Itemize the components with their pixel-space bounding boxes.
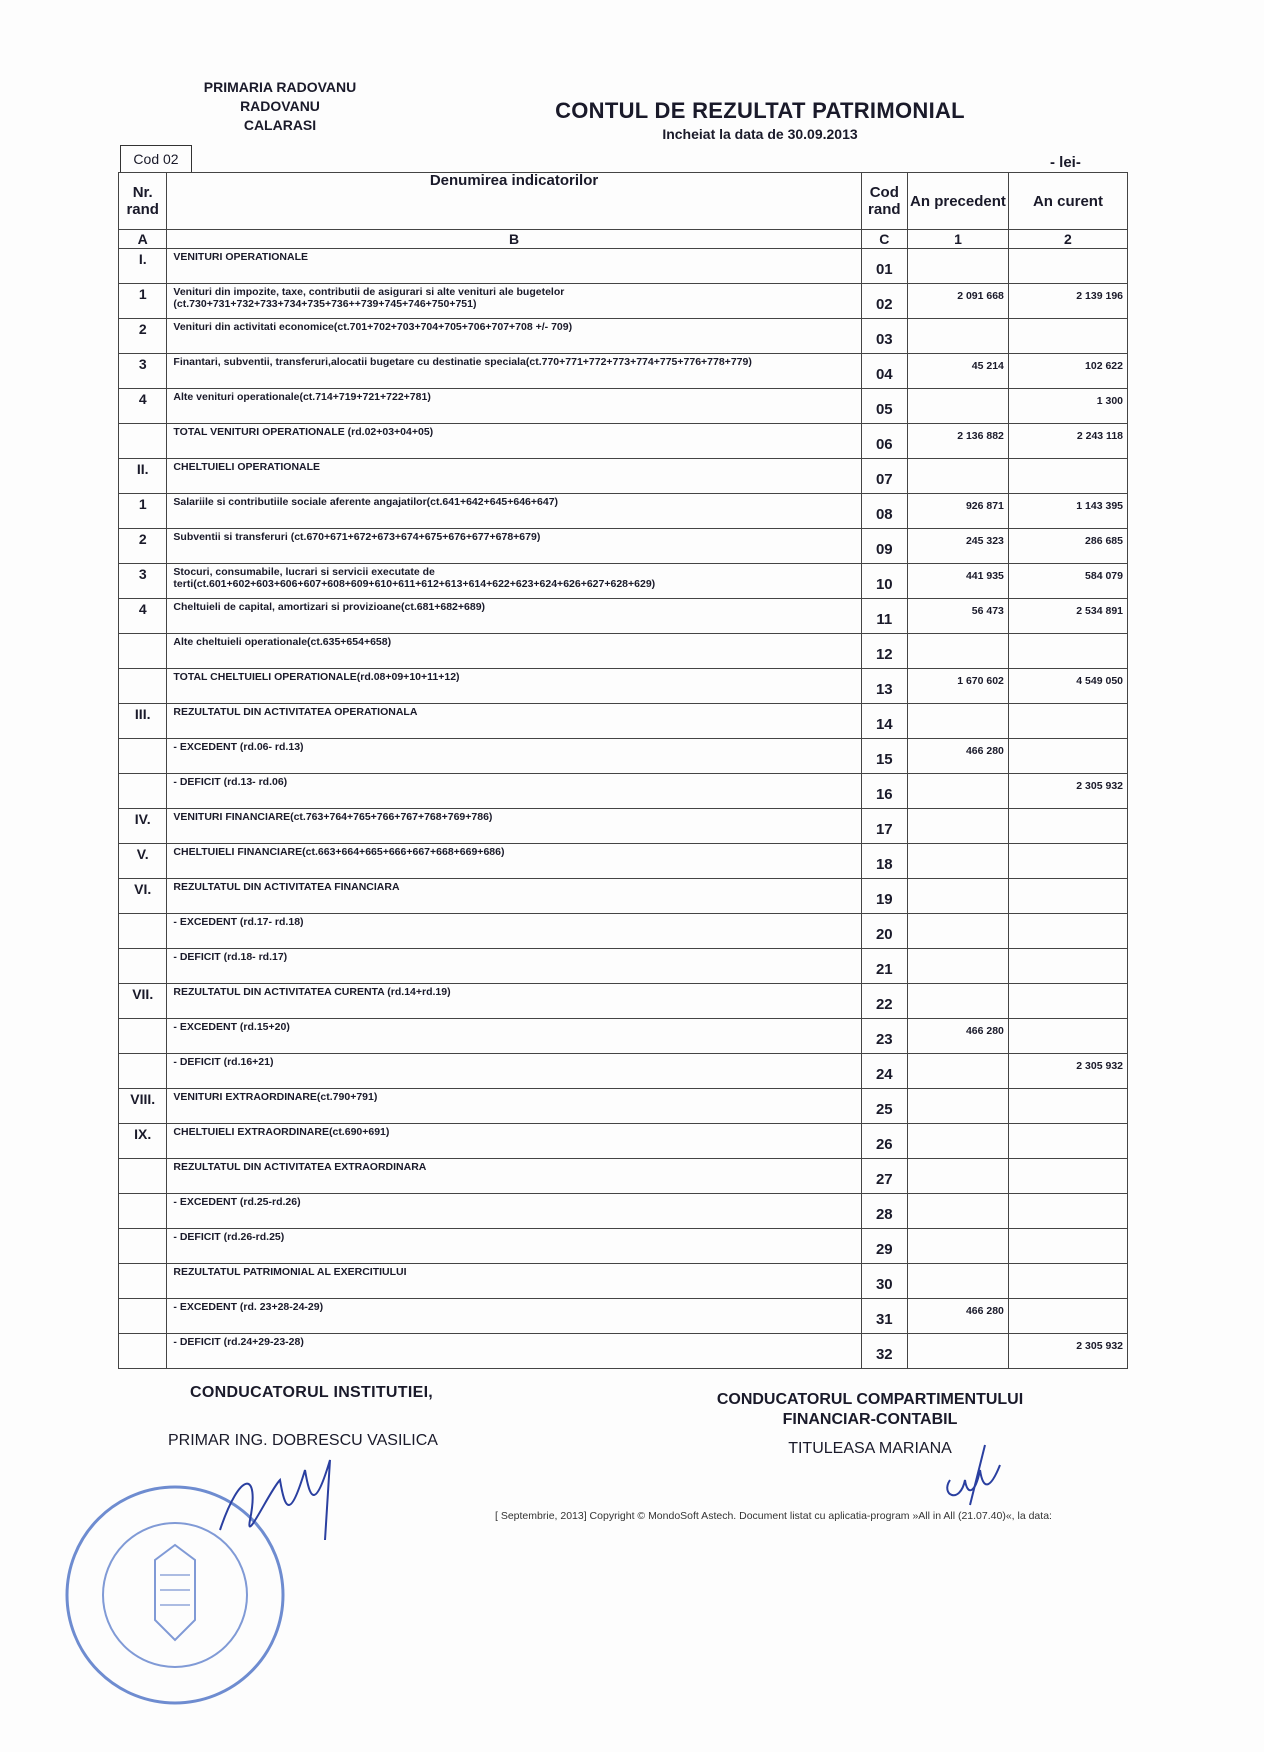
value-current-year xyxy=(1008,1229,1127,1264)
row-description: REZULTATUL DIN ACTIVITATEA CURENTA (rd.14+rd.19) xyxy=(167,984,861,1019)
row-number: I. xyxy=(119,249,167,284)
row-number xyxy=(119,1299,167,1334)
value-previous-year: 245 323 xyxy=(908,529,1009,564)
table-row xyxy=(119,1334,1128,1369)
table-row xyxy=(119,459,1128,494)
table-row xyxy=(119,1194,1128,1229)
row-number xyxy=(119,739,167,774)
value-previous-year xyxy=(908,1264,1009,1299)
row-description: REZULTATUL DIN ACTIVITATEA OPERATIONALA xyxy=(167,704,861,739)
row-code: 08 xyxy=(861,494,907,529)
table-row xyxy=(119,1229,1128,1264)
table-row xyxy=(119,529,1128,564)
table-row xyxy=(119,844,1128,879)
row-code: 03 xyxy=(861,319,907,354)
header-an-precedent: An precedent xyxy=(908,173,1009,230)
row-code: 24 xyxy=(861,1054,907,1089)
row-description: TOTAL VENITURI OPERATIONALE (rd.02+03+04+05) xyxy=(167,424,861,459)
row-description: - EXCEDENT (rd.15+20) xyxy=(167,1019,861,1054)
result-statement-table xyxy=(118,172,1128,1369)
table-row xyxy=(119,599,1128,634)
row-description: - EXCEDENT (rd.17- rd.18) xyxy=(167,914,861,949)
value-current-year xyxy=(1008,1124,1127,1159)
copyright-footer: [ Septembrie, 2013] Copyright © MondoSoft Astech. Document listat cu aplicatia-program »All in All (21.07.40)«, la data: xyxy=(495,1510,1052,1522)
value-current-year xyxy=(1008,1194,1127,1229)
institution-line-3: CALARASI xyxy=(243,117,317,133)
table-row xyxy=(119,319,1128,354)
value-current-year: 2 243 118 xyxy=(1008,424,1127,459)
value-previous-year: 466 280 xyxy=(908,1019,1009,1054)
row-code: 26 xyxy=(861,1124,907,1159)
row-description: Finantari, subventii, transferuri,alocatii bugetare cu destinatie speciala(ct.770+771+772+773+774+775+776+778+779) xyxy=(167,354,861,389)
column-label-row xyxy=(119,230,1128,249)
header-an-curent: An curent xyxy=(1008,173,1127,230)
table-row xyxy=(119,739,1128,774)
finance-head-title-line-2: FINANCIAR-CONTABIL xyxy=(782,1411,958,1428)
value-current-year xyxy=(1008,634,1127,669)
value-previous-year: 926 871 xyxy=(908,494,1009,529)
row-number xyxy=(119,1229,167,1264)
value-previous-year xyxy=(908,1334,1009,1369)
row-description: VENITURI OPERATIONALE xyxy=(167,249,861,284)
row-code: 14 xyxy=(861,704,907,739)
row-description: REZULTATUL DIN ACTIVITATEA FINANCIARA xyxy=(167,879,861,914)
value-current-year xyxy=(1008,739,1127,774)
row-number: III. xyxy=(119,704,167,739)
value-previous-year xyxy=(908,634,1009,669)
row-description: REZULTATUL PATRIMONIAL AL EXERCITIULUI xyxy=(167,1264,861,1299)
row-code: 28 xyxy=(861,1194,907,1229)
value-current-year: 102 622 xyxy=(1008,354,1127,389)
row-number: 3 xyxy=(119,564,167,599)
col-label-1: 1 xyxy=(908,230,1009,249)
value-previous-year: 466 280 xyxy=(908,739,1009,774)
table-row xyxy=(119,704,1128,739)
row-number: 2 xyxy=(119,319,167,354)
row-code: 15 xyxy=(861,739,907,774)
value-previous-year xyxy=(908,459,1009,494)
row-description: Salariile si contributiile sociale aferente angajatilor(ct.641+642+645+646+647) xyxy=(167,494,861,529)
table-row xyxy=(119,669,1128,704)
row-description: - DEFICIT (rd.26-rd.25) xyxy=(167,1229,861,1264)
row-description: Alte cheltuieli operationale(ct.635+654+658) xyxy=(167,634,861,669)
header-denumire: Denumirea indicatorilor xyxy=(167,173,861,230)
row-description: - EXCEDENT (rd.25-rd.26) xyxy=(167,1194,861,1229)
institution-line-2: RADOVANU xyxy=(240,98,320,114)
table-row xyxy=(119,1054,1128,1089)
value-previous-year xyxy=(908,879,1009,914)
row-number: IV. xyxy=(119,809,167,844)
header-cod: Cod rand xyxy=(861,173,907,230)
value-current-year xyxy=(1008,1019,1127,1054)
row-code: 27 xyxy=(861,1159,907,1194)
row-code: 11 xyxy=(861,599,907,634)
row-description: - DEFICIT (rd.13- rd.06) xyxy=(167,774,861,809)
table-row xyxy=(119,1264,1128,1299)
row-code: 07 xyxy=(861,459,907,494)
value-current-year: 2 139 196 xyxy=(1008,284,1127,319)
row-code: 06 xyxy=(861,424,907,459)
row-description: - EXCEDENT (rd. 23+28-24-29) xyxy=(167,1299,861,1334)
row-description: CHELTUIELI EXTRAORDINARE(ct.690+691) xyxy=(167,1124,861,1159)
row-description: VENITURI EXTRAORDINARE(ct.790+791) xyxy=(167,1089,861,1124)
col-label-c: C xyxy=(861,230,907,249)
currency-unit: - lei- xyxy=(1050,154,1081,171)
table-row xyxy=(119,1299,1128,1334)
table-row xyxy=(119,424,1128,459)
value-previous-year xyxy=(908,1194,1009,1229)
table-row xyxy=(119,949,1128,984)
value-current-year xyxy=(1008,879,1127,914)
row-code: 32 xyxy=(861,1334,907,1369)
value-current-year: 4 549 050 xyxy=(1008,669,1127,704)
row-description: Alte venituri operationale(ct.714+719+721+722+781) xyxy=(167,389,861,424)
value-previous-year xyxy=(908,1124,1009,1159)
institution-head-title: CONDUCATORUL INSTITUTIEI, xyxy=(190,1384,434,1401)
value-current-year xyxy=(1008,459,1127,494)
row-number xyxy=(119,1334,167,1369)
value-current-year xyxy=(1008,1159,1127,1194)
value-previous-year: 45 214 xyxy=(908,354,1009,389)
row-code: 17 xyxy=(861,809,907,844)
row-code: 23 xyxy=(861,1019,907,1054)
row-description: Venituri din impozite, taxe, contributii de asigurari si alte venituri ale bugetelor (ct.730+731+732+733+734+735+736++739+745+746+750+751) xyxy=(167,284,861,319)
value-previous-year xyxy=(908,249,1009,284)
value-previous-year xyxy=(908,914,1009,949)
row-code: 19 xyxy=(861,879,907,914)
table-row xyxy=(119,354,1128,389)
row-number: VIII. xyxy=(119,1089,167,1124)
document-title: CONTUL DE REZULTAT PATRIMONIAL xyxy=(555,98,965,123)
row-description: Subventii si transferuri (ct.670+671+672+673+674+675+676+677+678+679) xyxy=(167,529,861,564)
row-code: 25 xyxy=(861,1089,907,1124)
value-current-year: 2 305 932 xyxy=(1008,1334,1127,1369)
value-current-year: 1 143 395 xyxy=(1008,494,1127,529)
row-description: Cheltuieli de capital, amortizari si provizioane(ct.681+682+689) xyxy=(167,599,861,634)
value-current-year xyxy=(1008,319,1127,354)
row-description: - DEFICIT (rd.18- rd.17) xyxy=(167,949,861,984)
row-code: 12 xyxy=(861,634,907,669)
table-row xyxy=(119,389,1128,424)
row-description: - DEFICIT (rd.16+21) xyxy=(167,1054,861,1089)
row-number: IX. xyxy=(119,1124,167,1159)
row-code: 31 xyxy=(861,1299,907,1334)
row-description: VENITURI FINANCIARE(ct.763+764+765+766+767+768+769+786) xyxy=(167,809,861,844)
value-previous-year: 2 136 882 xyxy=(908,424,1009,459)
row-number: 2 xyxy=(119,529,167,564)
table-row xyxy=(119,809,1128,844)
row-code: 09 xyxy=(861,529,907,564)
value-previous-year xyxy=(908,949,1009,984)
row-number: V. xyxy=(119,844,167,879)
row-number xyxy=(119,1019,167,1054)
table-row xyxy=(119,914,1128,949)
value-previous-year: 441 935 xyxy=(908,564,1009,599)
row-code: 29 xyxy=(861,1229,907,1264)
row-code: 16 xyxy=(861,774,907,809)
row-description: Stocuri, consumabile, lucrari si servicii executate de terti(ct.601+602+603+606+607+608+609+610+611+612+613+614+622+623+624+626+627+628+629) xyxy=(167,564,861,599)
value-previous-year xyxy=(908,984,1009,1019)
value-current-year xyxy=(1008,949,1127,984)
row-code: 20 xyxy=(861,914,907,949)
value-previous-year: 56 473 xyxy=(908,599,1009,634)
row-code: 22 xyxy=(861,984,907,1019)
value-current-year: 286 685 xyxy=(1008,529,1127,564)
value-current-year xyxy=(1008,844,1127,879)
row-code: 13 xyxy=(861,669,907,704)
value-current-year xyxy=(1008,249,1127,284)
institution-line-1: PRIMARIA RADOVANU xyxy=(203,79,357,95)
value-previous-year: 2 091 668 xyxy=(908,284,1009,319)
row-number: 1 xyxy=(119,284,167,319)
table-row xyxy=(119,1019,1128,1054)
value-current-year xyxy=(1008,914,1127,949)
value-current-year: 584 079 xyxy=(1008,564,1127,599)
row-code: 30 xyxy=(861,1264,907,1299)
institution-block xyxy=(170,78,390,135)
row-number xyxy=(119,669,167,704)
value-previous-year xyxy=(908,389,1009,424)
row-description: Venituri din activitati economice(ct.701+702+703+704+705+706+707+708 +/- 709) xyxy=(167,319,861,354)
row-number xyxy=(119,1159,167,1194)
table-row xyxy=(119,634,1128,669)
value-current-year xyxy=(1008,809,1127,844)
value-current-year xyxy=(1008,1299,1127,1334)
header-nr: Nr. rand xyxy=(119,173,167,230)
row-number xyxy=(119,949,167,984)
row-number xyxy=(119,634,167,669)
finance-head-title xyxy=(690,1390,1050,1430)
row-number xyxy=(119,1194,167,1229)
table-row xyxy=(119,564,1128,599)
table-row xyxy=(119,249,1128,284)
institution-head-name: PRIMAR ING. DOBRESCU VASILICA xyxy=(168,1432,438,1449)
row-number: VI. xyxy=(119,879,167,914)
value-current-year xyxy=(1008,1089,1127,1124)
row-code: 05 xyxy=(861,389,907,424)
mayor-signature-icon xyxy=(210,1450,360,1560)
row-description: TOTAL CHELTUIELI OPERATIONALE(rd.08+09+10+11+12) xyxy=(167,669,861,704)
row-number: 1 xyxy=(119,494,167,529)
value-previous-year xyxy=(908,1159,1009,1194)
row-number xyxy=(119,914,167,949)
table-header-row xyxy=(119,173,1128,230)
row-description: REZULTATUL DIN ACTIVITATEA EXTRAORDINARA xyxy=(167,1159,861,1194)
row-number xyxy=(119,1054,167,1089)
value-previous-year xyxy=(908,319,1009,354)
value-previous-year: 1 670 602 xyxy=(908,669,1009,704)
value-current-year: 1 300 xyxy=(1008,389,1127,424)
document-subtitle: Incheiat la data de 30.09.2013 xyxy=(662,126,858,142)
value-previous-year xyxy=(908,704,1009,739)
value-current-year xyxy=(1008,1264,1127,1299)
value-previous-year xyxy=(908,1054,1009,1089)
value-current-year xyxy=(1008,704,1127,739)
table-row xyxy=(119,984,1128,1019)
value-previous-year xyxy=(908,774,1009,809)
row-number xyxy=(119,1264,167,1299)
row-number xyxy=(119,774,167,809)
row-code: 21 xyxy=(861,949,907,984)
value-previous-year xyxy=(908,809,1009,844)
row-number: 4 xyxy=(119,599,167,634)
table-row xyxy=(119,494,1128,529)
table-row xyxy=(119,284,1128,319)
finance-head-name: TITULEASA MARIANA xyxy=(788,1440,952,1457)
row-description: CHELTUIELI FINANCIARE(ct.663+664+665+666+667+668+669+686) xyxy=(167,844,861,879)
finance-head-title-line-1: CONDUCATORUL COMPARTIMENTULUI xyxy=(716,1391,1024,1408)
value-previous-year: 466 280 xyxy=(908,1299,1009,1334)
table-row xyxy=(119,1159,1128,1194)
value-previous-year xyxy=(908,1229,1009,1264)
row-number: VII. xyxy=(119,984,167,1019)
row-description: - EXCEDENT (rd.06- rd.13) xyxy=(167,739,861,774)
value-current-year xyxy=(1008,984,1127,1019)
value-current-year: 2 534 891 xyxy=(1008,599,1127,634)
table-row xyxy=(119,879,1128,914)
row-code: 18 xyxy=(861,844,907,879)
row-code: 10 xyxy=(861,564,907,599)
row-description: - DEFICIT (rd.24+29-23-28) xyxy=(167,1334,861,1369)
value-previous-year xyxy=(908,844,1009,879)
row-code: 02 xyxy=(861,284,907,319)
row-code: 01 xyxy=(861,249,907,284)
row-number xyxy=(119,424,167,459)
value-previous-year xyxy=(908,1089,1009,1124)
value-current-year: 2 305 932 xyxy=(1008,774,1127,809)
table-row xyxy=(119,774,1128,809)
row-description: CHELTUIELI OPERATIONALE xyxy=(167,459,861,494)
col-label-a: A xyxy=(119,230,167,249)
row-number: 3 xyxy=(119,354,167,389)
value-current-year: 2 305 932 xyxy=(1008,1054,1127,1089)
table-row xyxy=(119,1124,1128,1159)
col-label-2: 2 xyxy=(1008,230,1127,249)
table-row xyxy=(119,1089,1128,1124)
row-number: 4 xyxy=(119,389,167,424)
form-code: Cod 02 xyxy=(120,145,192,172)
row-code: 04 xyxy=(861,354,907,389)
col-label-b: B xyxy=(167,230,861,249)
accountant-signature-icon xyxy=(935,1440,1015,1510)
row-number: II. xyxy=(119,459,167,494)
